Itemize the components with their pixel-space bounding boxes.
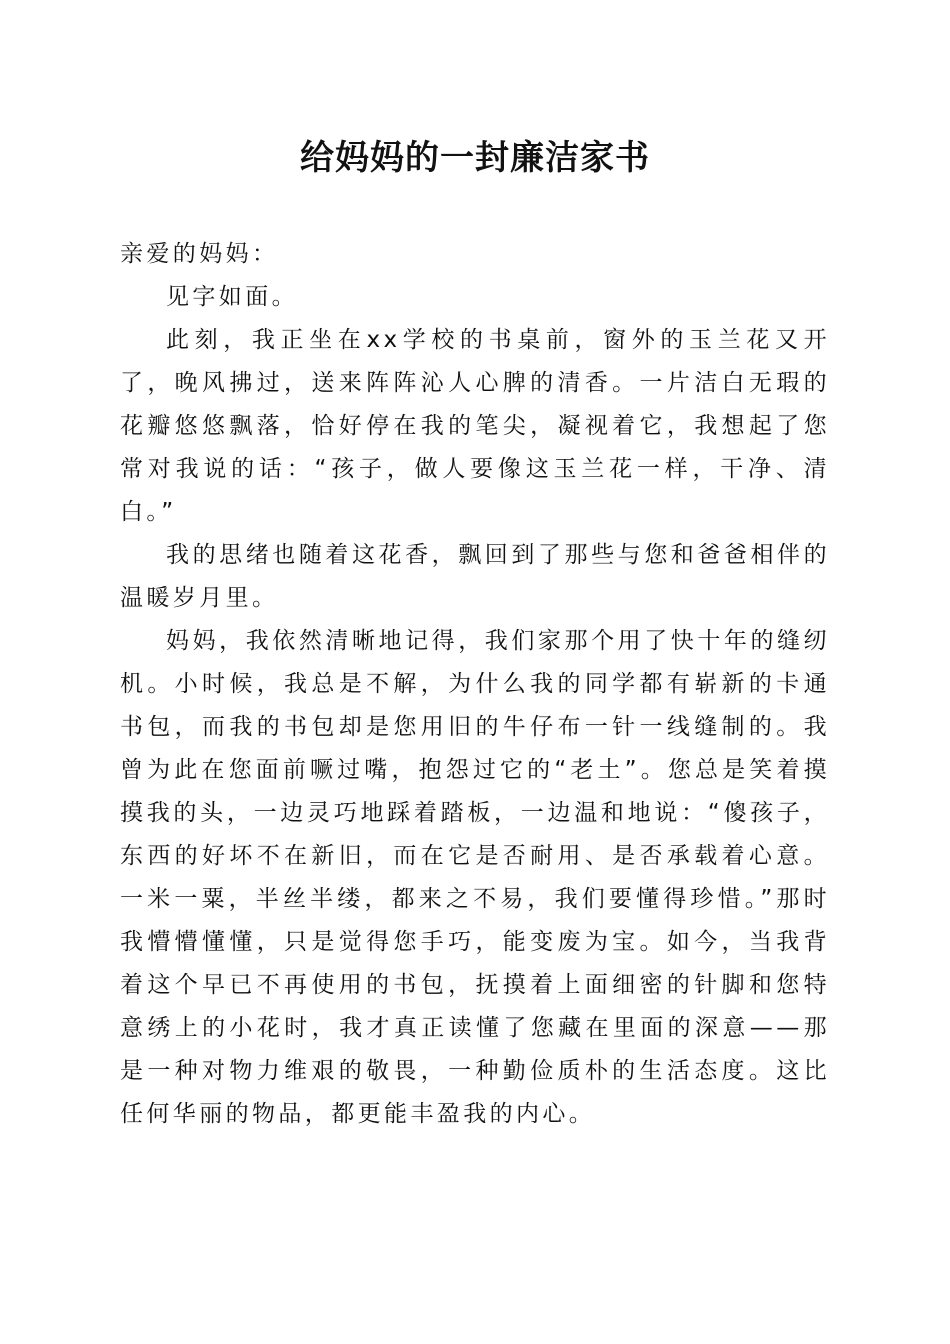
paragraph-schoolbag: 妈妈，我依然清晰地记得，我们家那个用了快十年的缝纫机。小时候，我总是不解，为什么我的同学都有崭新的卡通书包，而我的书包却是您用旧的牛仔布一针一线缝制的。我曾为此在您面前噘过嘴，抱怨过它的“老土”。您总是笑着摸摸我的头，一边灵巧地踩着踏板，一边温和地说：“傻孩子，东西的好坏不在新旧，而在它是否耐用、是否承载着心意。一米一粟，半丝半缕，都来之不易，我们要懂得珍惜。”那时我懵懵懂懂，只是觉得您手巧，能变废为宝。如今，当我背着这个早已不再使用的书包，抚摸着上面细密的针脚和您特意绣上的小花时，我才真正读懂了您藏在里面的深意——那是一种对物力维艰的敬畏，一种勤俭质朴的生活态度。这比任何华丽的物品，都更能丰盈我的内心。 <box>120 628 830 1127</box>
letter-salutation: 亲爱的妈妈： <box>120 241 279 267</box>
document-title: 给妈妈的一封廉洁家书 <box>300 138 650 178</box>
paragraph-magnolia: 此刻，我正坐在xx学校的书桌前，窗外的玉兰花又开了，晚风拂过，送来阵阵沁人心脾的清香。一片洁白无瑕的花瓣悠悠飘落，恰好停在我的笔尖，凝视着它，我想起了您常对我说的话：“孩子，做人要像这玉兰花一样，干净、清白。” <box>120 327 830 525</box>
letter-body <box>120 233 830 1136</box>
paragraph-greeting: 见字如面。 <box>166 284 298 310</box>
paragraph-memories: 我的思绪也随着这花香，飘回到了那些与您和爸爸相伴的温暖岁月里。 <box>120 542 830 611</box>
